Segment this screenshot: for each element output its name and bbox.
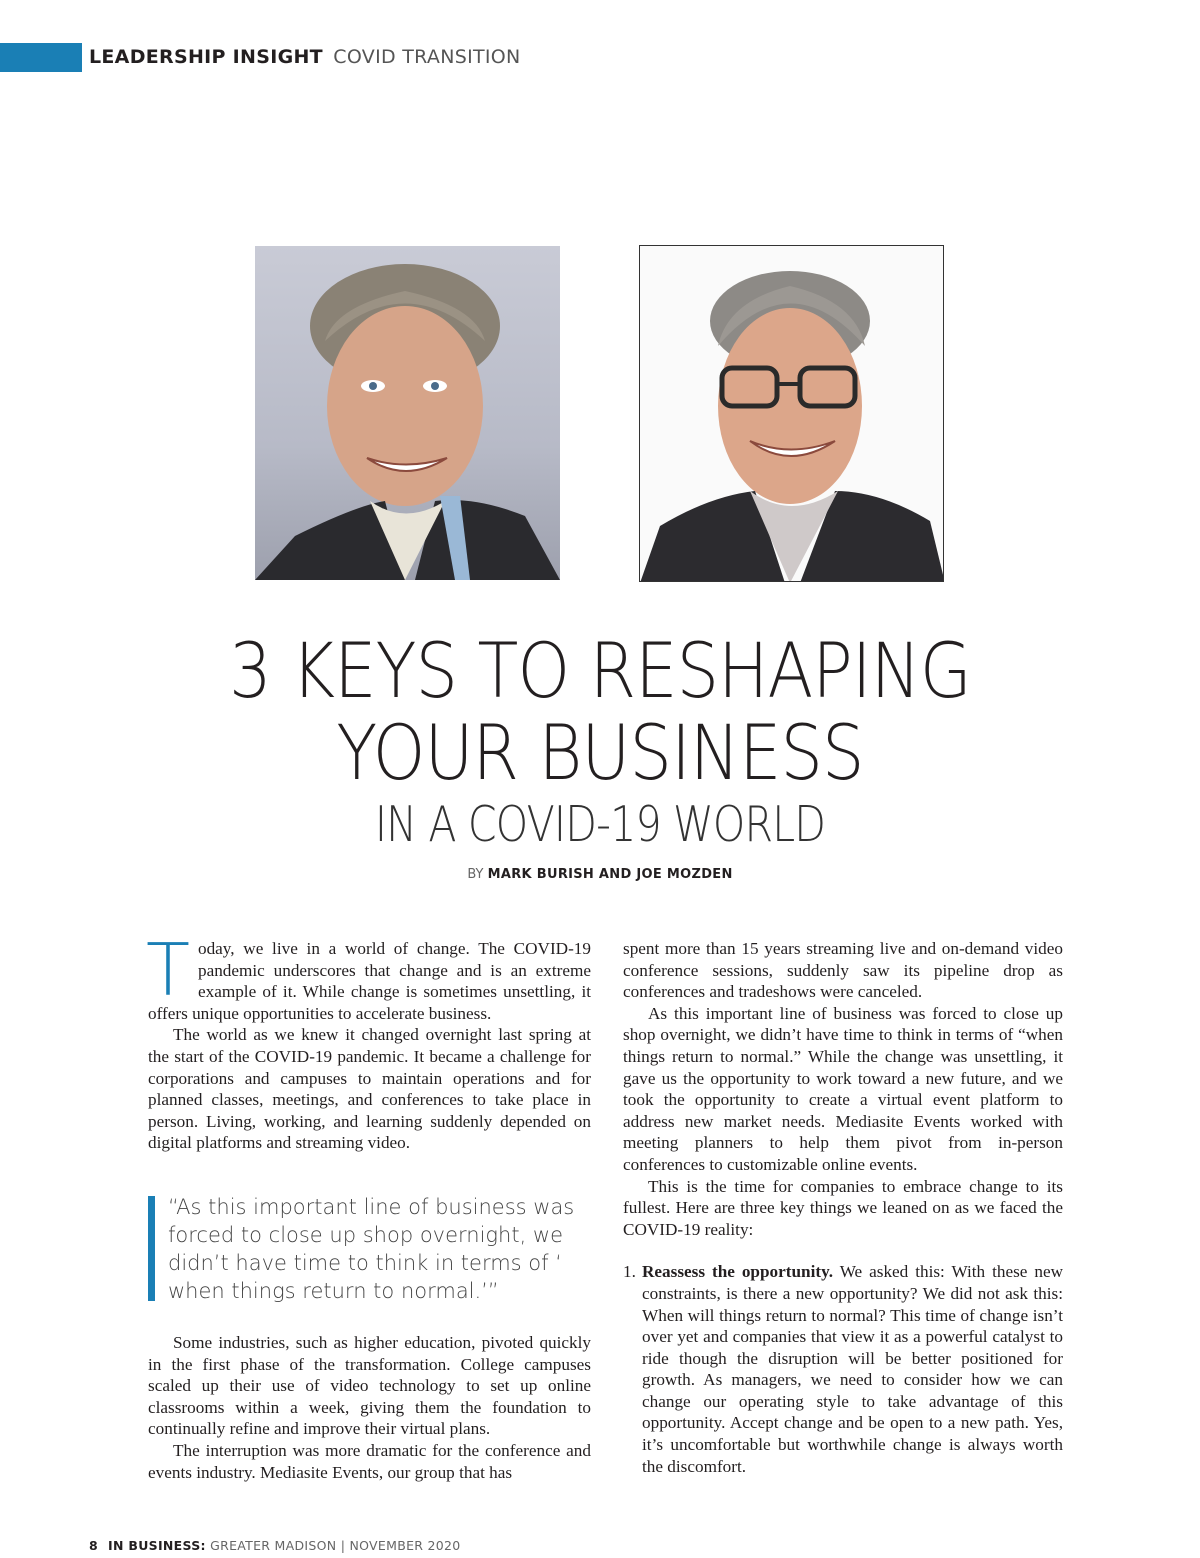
pull-quote — [148, 1193, 588, 1303]
body-column-right — [623, 938, 1063, 1477]
byline-authors: MARK BURISH AND JOE MOZDEN — [487, 867, 733, 882]
article-subtitle: IN A COVID-19 WORLD — [374, 796, 826, 853]
list-item — [623, 1261, 1063, 1477]
body-paragraph: This is the time for companies to embrace change to its fullest. Here are three key things we leaned on as we faced the COVID-19 reality: — [623, 1176, 1063, 1239]
drop-cap: T — [146, 928, 190, 1012]
list-number: 1. — [623, 1262, 636, 1282]
section-header — [89, 46, 521, 68]
intro-text: oday, we live in a world of change. The COVID-19 pandemic underscores that change and is an extreme example of it. While change is sometimes unsettling, it offers unique opportunities to accelerate business. — [148, 939, 591, 1023]
byline — [0, 867, 1200, 882]
topic-label: COVID TRANSITION — [333, 46, 521, 68]
section-label: LEADERSHIP INSIGHT — [89, 46, 323, 68]
article-title-line-1: 3 KEYS TO RESHAPING — [229, 626, 971, 715]
issue-info: GREATER MADISON | NOVEMBER 2020 — [205, 1538, 461, 1553]
byline-prefix: BY — [467, 867, 484, 882]
pull-quote-text: “As this important line of business was forced to close up shop overnight, we didn’t have time to think in terms of ‘ when things return to normal.’” — [168, 1195, 575, 1303]
body-column-left-top — [146, 928, 591, 1154]
author-photo-left — [255, 246, 560, 580]
header-accent-bar — [0, 43, 82, 72]
body-paragraph: Some industries, such as higher education, pivoted quickly in the first phase of the transformation. College campuses scaled up their use of video technology to set up online classrooms within a week, giving them the foundation to continually refine and improve their virtual plans. — [148, 1333, 591, 1439]
pull-quote-bar — [148, 1196, 155, 1301]
author-photo-right — [639, 245, 944, 582]
article-title-line-2: YOUR BUSINESS — [336, 708, 864, 797]
body-paragraph: The interruption was more dramatic for the conference and events industry. Mediasite Events, our group that has — [148, 1440, 591, 1482]
body-paragraph: The world as we knew it changed overnight last spring at the start of the COVID-19 pandemic. It became a challenge for corporations and campuses to maintain operations and for planned classes, meetings, and conferences to take place in person. Living, working, and learning suddenly depended on digital platforms and streaming video. — [148, 1025, 591, 1153]
page-footer — [89, 1538, 461, 1553]
list-item-text: We asked this: With these new constraints, is there a new opportunity? We did not ask this: When will things return to normal? This time of change isn’t over yet and companies that view it as a powerful catalyst to ride though the disruption will be better positioned for growth. As managers, we need to consider how we can change our operating style to take advantage of this opportunity. Accept change and be open to a new path. Yes, it’s uncomfortable but worthwhile change is always worth the discomfort. — [642, 1262, 1063, 1476]
list-item-heading: Reassess the opportunity. — [642, 1262, 834, 1282]
intro-paragraph — [146, 928, 591, 1024]
body-paragraph: As this important line of business was forced to close up shop overnight, we didn’t have time to think in terms of “when things return to normal.” While the change was unsettling, it gave us the opportunity to work toward a new future, and we took the opportunity to create a virtual event platform to address new market needs. Mediasite Events worked with meeting planners to help them pivot from in-person conferences to customizable online events. — [623, 1003, 1063, 1174]
page-number: 8 — [89, 1538, 98, 1553]
publication-name: IN BUSINESS: — [108, 1538, 206, 1553]
body-paragraph: spent more than 15 years streaming live and on-demand video conference sessions, suddenly saw its pipeline drop as conferences and tradeshows were canceled. — [623, 939, 1063, 1002]
body-column-left-bottom — [148, 1332, 591, 1483]
